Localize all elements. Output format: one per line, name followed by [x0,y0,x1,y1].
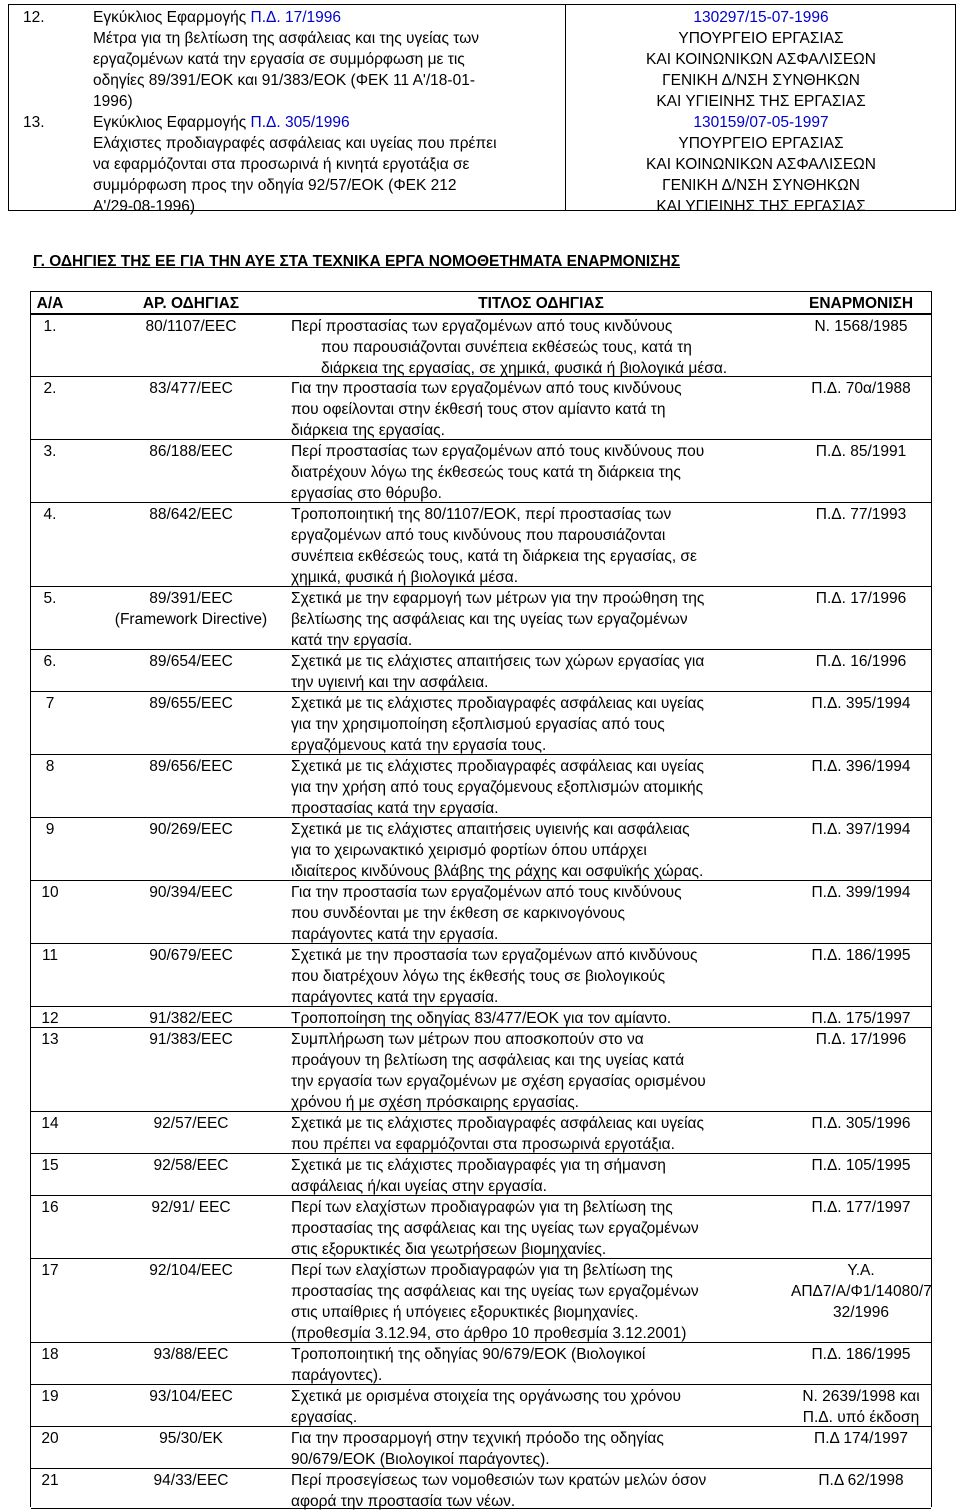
harmonization-line: Π.Δ. υπό έκδοση [802,1409,920,1426]
authority-line: ΓΕΝΙΚΗ Δ/ΝΣΗ ΣΥΝΘΗΚΩΝ [662,177,860,194]
directives-table [30,291,932,1510]
directive-title-line: παράγοντες κατά την εργασία. [291,989,499,1006]
directive-title-line: ασφάλειας ή/και υγείας στην εργασία. [291,1178,547,1195]
directive-title-line: 90/679/ΕΟΚ (Βιολογικοί παράγοντες). [291,1451,550,1468]
row-number: 9 [45,821,55,838]
header-title: ΤΙΤΛΟΣ ΟΔΗΓΙΑΣ [478,295,604,312]
circular-reference [567,7,955,112]
directive-title-line: Σχετικά με την προστασία των εργαζομένων από κινδύνους [291,947,698,964]
directive-title-line: Συμπλήρωση των μέτρων που αποσκοπούν στο να [291,1031,644,1048]
harmonization-law [791,1260,931,1323]
row-number: 10 [41,884,59,901]
directive-title-line: Τροποποίηση της οδηγίας 83/477/ΕΟΚ για τον αμίαντο. [291,1010,672,1027]
directive-title-line: (προθεσμία 3.12.94, στο άρθρο 10 προθεσμία 3.12.2001) [291,1325,687,1342]
harmonization-line: Π.Δ. 17/1996 [815,590,907,607]
row-number: 15 [41,1157,59,1174]
circular-title-line: 1996) [93,93,133,110]
directive-title-line: Σχετικά με τις ελάχιστες απαιτήσεις υγιεινής και ασφάλειας [291,821,690,838]
directive-title-line: Σχετικά με τις ελάχιστες προδιαγραφές ασφάλειας και υγείας [291,695,704,712]
directive-code-line: 93/104/EEC [149,1388,233,1405]
authority-line: ΚΑΙ ΥΓΙΕΙΝΗΣ ΤΗΣ ΕΡΓΑΣΙΑΣ [656,93,866,110]
circular-title-line: εργαζομένων κατά την εργασία σε συμμόρφωση με τις [93,51,465,68]
directive-title [291,945,791,1008]
directive-title [291,1113,791,1155]
table-row [31,649,931,692]
row-number: 8 [45,758,55,775]
harmonization-line: Π.Δ. 399/1994 [811,884,911,901]
directive-title-line: αφορά την προστασία των νέων. [291,1493,516,1510]
directive-title [291,441,791,504]
directive-code [91,1008,291,1029]
directive-title-line: Περί των ελαχίστων προδιαγραφών για τη βελτίωση της [291,1262,673,1279]
directive-title [291,316,791,379]
directive-title-line: παράγοντες). [291,1367,383,1384]
directive-title-line: Τροποποιητική της οδηγίας 90/679/ΕΟΚ (Βιολογικοί [291,1346,646,1363]
table-row [31,1258,931,1343]
directive-title-line: προστασίας της ασφάλειας και της υγείας των εργαζομένων [291,1283,699,1300]
circular-number: 13. [23,114,45,131]
directive-title [291,651,791,693]
directive-title-line: ιδιαίτερος κινδύνους βλάβης της ράχης και οσφυϊκής χώρας. [291,863,704,880]
directive-code-line: 91/383/EEC [149,1031,233,1048]
harmonization-line: Π.Δ. 77/1993 [815,506,907,523]
harmonization-line: ΑΠΔ7/Α/Φ1/14080/7 [791,1283,932,1300]
directive-code-line: 88/642/EEC [149,506,233,523]
directive-title-line: χρόνου ή με σχέση πρόσκαιρης εργασίας. [291,1094,579,1111]
directive-title-line: εργασίας στο θόρυβο. [291,485,442,502]
circular-title-line: να εφαρμόζονται στα προσωρινά ή κινητά εργοτάξια σε [93,156,470,173]
directive-title-line: Για την προσαρμογή στην τεχνική πρόοδο της οδηγίας [291,1430,664,1447]
harmonization-law [791,1344,931,1365]
table-row [31,754,931,818]
directive-code-line: 92/104/EEC [149,1262,233,1279]
directive-title-line: που συνδέονται με την έκθεση σε καρκινογόνους [291,905,626,922]
row-number: 16 [41,1199,59,1216]
harmonization-line: Π.Δ 62/1998 [818,1472,904,1489]
harmonization-law [791,1113,931,1134]
directive-title [291,756,791,819]
circular-prefix: Εγκύκλιος Εφαρμογής [93,114,251,131]
directive-title-line: Σχετικά με τις ελάχιστες απαιτήσεις των χώρων εργασίας για [291,653,705,670]
authority-line: ΓΕΝΙΚΗ Δ/ΝΣΗ ΣΥΝΘΗΚΩΝ [662,72,860,89]
harmonization-law [791,316,931,337]
authority-line: ΥΠΟΥΡΓΕΙΟ ΕΡΓΑΣΙΑΣ [678,135,844,152]
directive-code-line: 90/679/EEC [149,947,233,964]
circular-description [93,7,563,112]
directive-title [291,882,791,945]
directive-code [91,1113,291,1134]
directive-title-line: Σχετικά με ορισμένα στοιχεία της οργάνωσης του χρόνου [291,1388,681,1405]
table-row [31,314,931,377]
directive-title-line: εργαζομένων από τους κινδύνους που παρουσιάζονται [291,527,666,544]
harmonization-line: Π.Δ. 186/1995 [811,947,911,964]
directive-code-line: 92/58/EEC [153,1157,229,1174]
directive-title [291,378,791,441]
circular-title-line: οδηγίες 89/391/ΕΟΚ και 91/383/ΕΟΚ (ΦΕΚ 11 Α'/18-01- [93,72,475,89]
directive-code-line: (Framework Directive) [114,611,268,628]
directive-title-line: που διατρέχουν λόγω της έκθεσής τους σε βιολογικούς [291,968,666,985]
harmonization-law [791,819,931,840]
directive-title-line: που οφείλονται στην έκθεσή τους στον αμίαντο κατά τη [291,401,666,418]
row-number: 18 [41,1346,59,1363]
table-row [31,1006,931,1028]
directive-title [291,1197,791,1260]
directive-title-line: Σχετικά με τις ελάχιστες προδιαγραφές για τη σήμανση [291,1157,666,1174]
directive-code-line: 92/91/ EEC [151,1199,231,1216]
table-row [31,1468,931,1509]
directive-title-line: προάγουν τη βελτίωση της ασφάλειας και της υγείας κατά [291,1052,685,1069]
row-number: 4. [43,506,57,523]
directive-title-line: την υγιεινή και την ασφάλεια. [291,674,489,691]
harmonization-law [791,504,931,525]
directive-title-line: διάρκεια της εργασίας, σε χημικά, φυσικά ή βιολογικά μέσα. [321,360,728,377]
directive-title [291,1344,791,1386]
harmonization-line: Π.Δ. 175/1997 [811,1010,911,1027]
authority-line: ΚΑΙ ΚΟΙΝΩΝΙΚΩΝ ΑΣΦΑΛΙΣΕΩΝ [646,51,876,68]
directive-title-line: παράγοντες κατά την εργασία. [291,926,499,943]
directive-code-line: 95/30/EK [159,1430,223,1447]
directive-title-line: Για την προστασία των εργαζομένων από τους κινδύνους [291,380,682,397]
directive-code-line: 89/656/EEC [149,758,233,775]
harmonization-line: Π.Δ. 70α/1988 [811,380,911,397]
circular-reference [567,112,955,217]
directive-code [91,756,291,777]
directive-code-line: 86/188/EEC [149,443,233,460]
row-number: 11 [41,947,59,964]
harmonization-line: Π.Δ. 16/1996 [815,653,907,670]
table-row [31,1195,931,1259]
directive-code-line: 89/654/EEC [149,653,233,670]
header-num: Α/Α [36,295,64,312]
table-row [31,1111,931,1154]
directive-code [91,1344,291,1365]
directive-title [291,588,791,651]
row-number: 3. [43,443,57,460]
table-row [31,1342,931,1385]
directive-title [291,1386,791,1428]
directive-title-line: εργασίας. [291,1409,358,1426]
harmonization-line: Π.Δ. 105/1995 [811,1157,911,1174]
row-number: 13 [41,1031,59,1048]
directive-title-line: Σχετικά με τις ελάχιστες προδιαγραφές ασφάλειας και υγείας [291,1115,704,1132]
directive-title-line: Περί προστασίας των εργαζομένων από τους κινδύνους που [291,443,705,460]
table-row [31,691,931,755]
circular-heading [93,7,563,28]
harmonization-line: Π.Δ. 85/1991 [815,443,907,460]
directive-code [91,441,291,462]
circular-title-line: Μέτρα για τη βελτίωση της ασφάλειας και της υγείας των [93,30,480,47]
directive-title-line: Σχετικά με την εφαρμογή των μέτρων για την προώθηση της [291,590,705,607]
directive-code-line: 90/269/EEC [149,821,233,838]
table-row [31,880,931,944]
directive-code [91,819,291,840]
directive-title-line: προστασίας κατά την εργασία. [291,800,499,817]
directive-code [91,316,291,337]
directive-title-line: χημικά, φυσικά ή βιολογικά μέσα. [291,569,519,586]
directive-title [291,1428,791,1470]
harmonization-law [791,945,931,966]
directive-title [291,1470,791,1512]
table-row [31,1153,931,1196]
directive-title-line: την εργασία των εργαζομένων με σχέση εργασίας ορισμένου [291,1073,706,1090]
reference-link[interactable]: 130297/15-07-1996 [693,9,829,26]
directive-title-line: Σχετικά με τις ελάχιστες προδιαγραφές ασφάλειας και υγείας [291,758,704,775]
header-code: ΑΡ. ΟΔΗΓΙΑΣ [142,295,240,312]
directive-title-line: κατά την εργασία. [291,632,413,649]
directive-code [91,1029,291,1050]
directive-code-line: 93/88/EEC [153,1346,229,1363]
directive-title-line: προστασίας της ασφάλειας και της υγείας των εργαζομένων [291,1220,699,1237]
row-number: 17 [41,1262,59,1279]
harmonization-line: Π.Δ. 396/1994 [811,758,911,775]
row-number: 5. [43,590,57,607]
column-divider [565,5,566,210]
directive-code [91,1197,291,1218]
directive-title [291,693,791,756]
directive-title-line: Περί των ελαχίστων προδιαγραφών για τη βελτίωση της [291,1199,673,1216]
row-number: 21 [41,1472,59,1489]
harmonization-line: Π.Δ. 305/1996 [811,1115,911,1132]
directive-code [91,378,291,399]
row-number: 19 [41,1388,59,1405]
harmonization-line: Π.Δ 174/1997 [814,1430,908,1447]
harmonization-law [791,882,931,903]
table-row [31,1384,931,1427]
directive-code-line: 92/57/EEC [153,1115,229,1132]
directive-code [91,1386,291,1407]
directive-title [291,1260,791,1344]
directive-title-line: Περί προσεγίσεως των νομοθεσιών των κρατών μελών όσον [291,1472,707,1489]
directive-code-line: 80/1107/EEC [145,318,237,335]
directive-title [291,504,791,588]
harmonization-law [791,1008,931,1029]
directive-code [91,945,291,966]
decree-link[interactable]: Π.Δ. 305/1996 [250,114,350,131]
row-number: 12 [41,1010,59,1027]
row-number: 14 [41,1115,59,1132]
harmonization-law [791,441,931,462]
directive-code [91,1470,291,1491]
table-header [31,291,931,314]
reference-link[interactable]: 130159/07-05-1997 [693,114,829,131]
table-row [31,817,931,881]
directive-code [91,504,291,525]
table-row [31,376,931,440]
directive-code [91,1155,291,1176]
directive-title-line: διατρέχουν λόγω της έκθεσεώς τους κατά τη διάρκεια της [291,464,681,481]
directive-title-line: Για την προστασία των εργαζομένων από τους κινδύνους [291,884,682,901]
circular-description [93,112,563,217]
row-number: 1. [43,318,57,335]
table-row [31,439,931,503]
harmonization-law [791,1428,931,1449]
table-row [31,586,931,650]
directive-title-line: βελτίωσης της ασφάλειας και της υγείας των εργαζομένων [291,611,688,628]
circular-title-line: Α'/29-08-1996) [93,198,196,215]
row-number: 2. [43,380,57,397]
directive-title-line: εργαζόμενους κατά την εργασία τους. [291,737,547,754]
harmonization-law [791,1155,931,1176]
directive-code [91,651,291,672]
directive-title-line: στις εξορυκτικές δια γεωτρήσεων βιομηχανίες. [291,1241,607,1258]
directive-title-line: στις υπαίθριες ή υπόγειες εξορυκτικές βιομηχανίες. [291,1304,639,1321]
harmonization-line: Π.Δ. 397/1994 [811,821,911,838]
directive-title-line: Περί προστασίας των εργαζομένων από τους κινδύνους [291,318,673,335]
harmonization-law [791,378,931,399]
table-row [31,1426,931,1469]
directive-title-line: για την χρησιμοποίηση εξοπλισμού εργασίας από τους [291,716,665,733]
row-number: 6. [43,653,57,670]
circular-title-line: Ελάχιστες προδιαγραφές ασφάλειας και υγείας που πρέπει [93,135,497,152]
directive-title-line: για το χειρωνακτικό χειρισμό φορτίων όπου υπάρχει [291,842,647,859]
harmonization-line: Ν. 2639/1998 και [802,1388,920,1405]
harmonization-law [791,1197,931,1218]
table-row [31,1027,931,1112]
directive-code [91,882,291,903]
circular-heading [93,112,563,133]
directive-code [91,693,291,714]
directive-code-line: 94/33/EEC [153,1472,229,1489]
row-number: 7 [45,695,55,712]
harmonization-law [791,693,931,714]
directive-code-line: 89/655/EEC [149,695,233,712]
harmonization-line: Ν. 1568/1985 [814,318,908,335]
harmonization-law [791,651,931,672]
directive-title-line: για την χρήση από τους εργαζόμενους εξοπλισμών ατομικής [291,779,704,796]
directive-title-line: συνέπεια εκθέσεώς τους, κατά τη διάρκεια της εργασίας, σε [291,548,697,565]
directive-title [291,1029,791,1113]
circular-number: 12. [23,9,45,26]
directive-title-line: Τροποποιητική της 80/1107/ΕΟΚ, περί προστασίας των [291,506,672,523]
harmonization-law [791,756,931,777]
harmonization-line: Π.Δ. 17/1996 [815,1031,907,1048]
harmonization-law [791,1386,931,1428]
directive-code [91,588,291,630]
harmonization-line: Π.Δ. 186/1995 [811,1346,911,1363]
row-number: 20 [41,1430,59,1447]
directive-code [91,1428,291,1449]
section-heading: Γ. ΟΔΗΓΙΕΣ ΤΗΣ ΕΕ ΓΙΑ ΤΗΝ ΑΥΕ ΣΤΑ ΤΕΧΝΙΚΑ ΕΡΓΑ ΝΟΜΟΘΕΤΗΜΑΤΑ ΕΝΑΡΜΟΝΙΣΗΣ [33,253,681,270]
circular-title-line: συμμόρφωση προς την οδηγία 92/57/ΕΟΚ (ΦΕΚ 212 [93,177,457,194]
directive-code-line: 83/477/EEC [149,380,233,397]
directive-title [291,819,791,882]
directive-title-line: διάρκεια της εργασίας. [291,422,445,439]
decree-link[interactable]: Π.Δ. 17/1996 [250,9,342,26]
directive-title-line: που παρουσιάζονται συνέπεια εκθέσεώς τους, κατά τη [321,339,692,356]
directive-title [291,1155,791,1197]
circulars-table [8,4,956,215]
harmonization-law [791,1029,931,1050]
directive-code-line: 91/382/EEC [149,1010,233,1027]
directive-title-line: που πρέπει να εφαρμόζονται στα προσωρινά εργοτάξια. [291,1136,675,1153]
harmonization-line: Π.Δ. 177/1997 [811,1199,911,1216]
header-harmonization: ΕΝΑΡΜΟΝΙΣΗ [808,295,914,312]
directive-code [91,1260,291,1281]
harmonization-law [791,1470,931,1491]
authority-line: ΚΑΙ ΥΓΙΕΙΝΗΣ ΤΗΣ ΕΡΓΑΣΙΑΣ [656,198,866,215]
directive-title [291,1008,791,1029]
directive-code-line: 89/391/EEC [149,590,233,607]
harmonization-line: 32/1996 [832,1304,890,1321]
harmonization-line: Π.Δ. 395/1994 [811,695,911,712]
table-row [31,943,931,1007]
directive-code-line: 90/394/EEC [149,884,233,901]
harmonization-law [791,588,931,609]
authority-line: ΥΠΟΥΡΓΕΙΟ ΕΡΓΑΣΙΑΣ [678,30,844,47]
table-row [31,502,931,587]
harmonization-line: Υ.Α. [847,1262,875,1279]
circular-prefix: Εγκύκλιος Εφαρμογής [93,9,251,26]
authority-line: ΚΑΙ ΚΟΙΝΩΝΙΚΩΝ ΑΣΦΑΛΙΣΕΩΝ [646,156,876,173]
